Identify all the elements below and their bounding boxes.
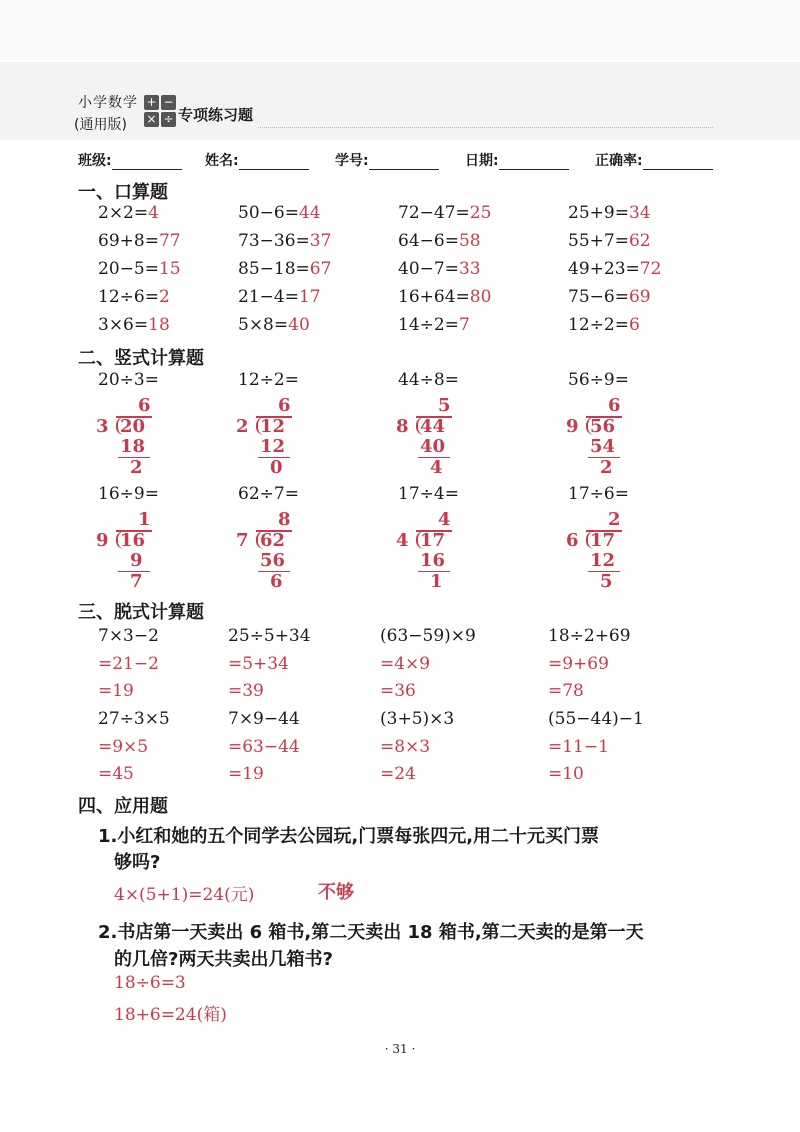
division-vinculum	[586, 416, 622, 418]
word-problem-1-answer: 4×(5+1)=24(元)	[114, 885, 255, 905]
division-quotient: 2	[608, 509, 621, 530]
times-icon: ×	[144, 112, 159, 127]
division-divisor: 9	[96, 530, 109, 551]
oral-question: 25+9=	[568, 203, 629, 223]
top-margin	[0, 0, 800, 60]
brand-subject: 小学数学	[78, 95, 138, 111]
division-subtract-line	[118, 457, 150, 458]
accuracy-blank[interactable]	[643, 155, 713, 170]
division-remainder: 5	[600, 571, 613, 592]
page-number: · 31 ·	[384, 1042, 416, 1056]
stepwise-question: 25÷5+34	[228, 626, 311, 646]
oral-question: 72−47=	[398, 203, 470, 223]
division-divisor: 4	[396, 530, 409, 551]
stepwise-step: =39	[228, 681, 264, 701]
division-subtract-line	[258, 457, 290, 458]
division-bracket	[116, 531, 124, 549]
division-vinculum	[416, 530, 452, 532]
division-subtract-line	[588, 571, 620, 572]
division-quotient: 6	[608, 395, 621, 416]
division-vinculum	[116, 416, 152, 418]
stepwise-step: =5+34	[228, 654, 289, 674]
oral-question: 2×2=	[98, 203, 149, 223]
oral-question: 85−18=	[238, 259, 310, 279]
oral-problem	[98, 203, 159, 223]
stepwise-step: =8×3	[380, 737, 431, 757]
division-divisor: 6	[566, 530, 579, 551]
stepwise-step: =63−44	[228, 737, 300, 757]
division-subtract-line	[258, 571, 290, 572]
division-subtract-line	[118, 571, 150, 572]
oral-answer: 62	[628, 231, 651, 251]
division-question: 17÷6=	[568, 484, 629, 504]
stepwise-step: =24	[380, 764, 416, 784]
division-bracket	[256, 417, 264, 435]
stepwise-question: 18÷2+69	[548, 626, 631, 646]
word-problem-1-line-2: 够吗?	[114, 852, 161, 873]
stepwise-question: (63−59)×9	[380, 626, 476, 646]
date-blank[interactable]	[499, 155, 569, 170]
oral-question: 49+23=	[568, 259, 640, 279]
division-dividend: 12	[260, 416, 286, 437]
division-quotient: 4	[438, 509, 451, 530]
oral-problem	[98, 259, 181, 279]
division-question: 20÷3=	[98, 370, 159, 390]
division-vinculum	[116, 530, 152, 532]
oral-answer: 37	[309, 231, 332, 251]
division-vinculum	[256, 416, 292, 418]
oral-problem	[238, 259, 331, 279]
student-id-field: 学号:	[335, 150, 439, 170]
oral-problem	[398, 203, 491, 223]
date-field: 日期:	[465, 150, 569, 170]
oral-problem	[238, 203, 321, 223]
divide-icon: ÷	[161, 112, 176, 127]
division-dividend: 17	[420, 530, 446, 551]
oral-question: 12÷6=	[98, 287, 159, 307]
oral-answer: 80	[469, 287, 492, 307]
oral-question: 21−4=	[238, 287, 299, 307]
header-title: 专项练习题	[178, 106, 254, 124]
oral-problem	[568, 259, 661, 279]
oral-answer: 58	[458, 231, 481, 251]
word-problem-2-line-1: 2.书店第一天卖出 6 箱书,第二天卖出 18 箱书,第二天卖的是第一天	[98, 922, 644, 943]
division-quotient: 6	[138, 395, 151, 416]
oral-problem	[238, 231, 331, 251]
stepwise-step: =11−1	[548, 737, 609, 757]
division-question: 56÷9=	[568, 370, 629, 390]
oral-answer: 44	[298, 203, 321, 223]
division-product: 40	[420, 436, 446, 457]
oral-answer: 6	[628, 315, 640, 335]
division-remainder: 7	[130, 571, 143, 592]
brand-edition: (通用版)	[74, 117, 127, 133]
oral-problem	[568, 315, 640, 335]
oral-question: 40−7=	[398, 259, 459, 279]
stepwise-question: 27÷3×5	[98, 709, 170, 729]
oral-answer: 2	[158, 287, 170, 307]
oral-answer: 72	[639, 259, 662, 279]
division-divisor: 7	[236, 530, 249, 551]
oral-answer: 67	[309, 259, 332, 279]
stepwise-step: =36	[380, 681, 416, 701]
division-subtract-line	[588, 457, 620, 458]
oral-question: 69+8=	[98, 231, 159, 251]
division-remainder: 1	[430, 571, 443, 592]
oral-problem	[398, 287, 491, 307]
long-division-work	[396, 397, 476, 477]
oral-answer: 15	[158, 259, 181, 279]
division-bracket	[116, 417, 124, 435]
class-blank[interactable]	[112, 155, 182, 170]
oral-question: 75−6=	[568, 287, 629, 307]
word-problem-1-verdict: 不够	[318, 882, 354, 903]
oral-question: 12÷2=	[568, 315, 629, 335]
oral-question: 55+7=	[568, 231, 629, 251]
stepwise-question: (55−44)−1	[548, 709, 644, 729]
division-remainder: 2	[600, 457, 613, 478]
division-subtract-line	[418, 457, 450, 458]
division-dividend: 17	[590, 530, 616, 551]
oral-answer: 69	[628, 287, 651, 307]
division-bracket	[586, 417, 594, 435]
long-division-work	[396, 511, 476, 591]
stepwise-question: 7×9−44	[228, 709, 300, 729]
oral-problem	[238, 315, 310, 335]
division-bracket	[586, 531, 594, 549]
oral-question: 73−36=	[238, 231, 310, 251]
stepwise-step: =9×5	[98, 737, 149, 757]
stepwise-step: =45	[98, 764, 134, 784]
oral-question: 16+64=	[398, 287, 470, 307]
oral-problem	[568, 287, 651, 307]
oral-answer: 33	[458, 259, 481, 279]
stepwise-step: =19	[228, 764, 264, 784]
stepwise-step: =78	[548, 681, 584, 701]
division-vinculum	[416, 416, 452, 418]
division-bracket	[416, 417, 424, 435]
accuracy-field: 正确率:	[595, 150, 713, 170]
student-id-blank[interactable]	[369, 155, 439, 170]
stepwise-step: =10	[548, 764, 584, 784]
division-product: 12	[590, 550, 616, 571]
division-product: 56	[260, 550, 286, 571]
oral-problem	[568, 203, 651, 223]
division-question: 12÷2=	[238, 370, 299, 390]
division-question: 17÷4=	[398, 484, 459, 504]
stepwise-step: =21−2	[98, 654, 159, 674]
oral-question: 3×6=	[98, 315, 149, 335]
division-remainder: 0	[270, 457, 283, 478]
long-division-work	[236, 511, 316, 591]
word-problem-2-answer-2: 18+6=24(箱)	[114, 1005, 227, 1025]
section-title-word: 四、应用题	[78, 796, 168, 817]
division-question: 44÷8=	[398, 370, 459, 390]
division-remainder: 4	[430, 457, 443, 478]
name-field: 姓名:	[205, 150, 309, 170]
stepwise-step: =9+69	[548, 654, 609, 674]
oral-problem	[98, 231, 181, 251]
minus-icon: −	[161, 95, 176, 110]
division-quotient: 6	[278, 395, 291, 416]
plus-icon: +	[144, 95, 159, 110]
division-quotient: 8	[278, 509, 291, 530]
oral-problem	[238, 287, 321, 307]
division-divisor: 9	[566, 416, 579, 437]
division-bracket	[416, 531, 424, 549]
division-subtract-line	[418, 571, 450, 572]
division-product: 54	[590, 436, 616, 457]
long-division-work	[566, 397, 646, 477]
oral-question: 50−6=	[238, 203, 299, 223]
word-problem-1-line-1: 1.小红和她的五个同学去公园玩,门票每张四元,用二十元买门票	[98, 826, 600, 847]
division-product: 9	[130, 550, 143, 571]
oral-problem	[568, 231, 651, 251]
division-dividend: 20	[120, 416, 146, 437]
division-quotient: 1	[138, 509, 151, 530]
stepwise-step: =19	[98, 681, 134, 701]
oral-problem	[398, 259, 481, 279]
division-remainder: 6	[270, 571, 283, 592]
oral-problem	[98, 287, 170, 307]
section-title-stepwise: 三、脱式计算题	[78, 602, 204, 623]
long-division-work	[566, 511, 646, 591]
section-title-vertical: 二、竖式计算题	[78, 348, 204, 369]
division-product: 16	[420, 550, 446, 571]
class-field: 班级:	[78, 150, 182, 170]
division-question: 62÷7=	[238, 484, 299, 504]
oral-answer: 40	[288, 315, 310, 335]
word-problem-2-line-2: 的几倍?两天共卖出几箱书?	[114, 949, 333, 970]
long-division-work	[96, 397, 176, 477]
division-dividend: 62	[260, 530, 286, 551]
oral-problem	[98, 315, 170, 335]
oral-answer: 18	[148, 315, 170, 335]
oral-answer: 34	[628, 203, 651, 223]
division-question: 16÷9=	[98, 484, 159, 504]
oral-question: 5×8=	[238, 315, 289, 335]
division-dividend: 56	[590, 416, 616, 437]
oral-problem	[398, 231, 481, 251]
division-product: 18	[120, 436, 146, 457]
word-problem-2-answer-1: 18÷6=3	[114, 973, 186, 993]
division-vinculum	[256, 530, 292, 532]
division-divisor: 2	[236, 416, 249, 437]
stepwise-question: (3+5)×3	[380, 709, 455, 729]
oral-answer: 7	[458, 315, 470, 335]
division-quotient: 5	[438, 395, 451, 416]
oral-problem	[398, 315, 470, 335]
oral-question: 64−6=	[398, 231, 459, 251]
division-dividend: 16	[120, 530, 146, 551]
long-division-work	[236, 397, 316, 477]
header-divider	[258, 127, 713, 128]
section-title-oral: 一、口算题	[78, 182, 168, 203]
division-divisor: 8	[396, 416, 409, 437]
division-vinculum	[586, 530, 622, 532]
division-dividend: 44	[420, 416, 446, 437]
division-bracket	[256, 531, 264, 549]
oral-question: 14÷2=	[398, 315, 459, 335]
division-divisor: 3	[96, 416, 109, 437]
division-product: 12	[260, 436, 286, 457]
operator-logo	[144, 95, 178, 129]
stepwise-question: 7×3−2	[98, 626, 159, 646]
name-blank[interactable]	[239, 155, 309, 170]
stepwise-step: =4×9	[380, 654, 431, 674]
oral-answer: 77	[158, 231, 181, 251]
oral-answer: 17	[298, 287, 321, 307]
long-division-work	[96, 511, 176, 591]
oral-answer: 4	[148, 203, 159, 223]
division-remainder: 2	[130, 457, 143, 478]
oral-question: 20−5=	[98, 259, 159, 279]
oral-answer: 25	[469, 203, 492, 223]
